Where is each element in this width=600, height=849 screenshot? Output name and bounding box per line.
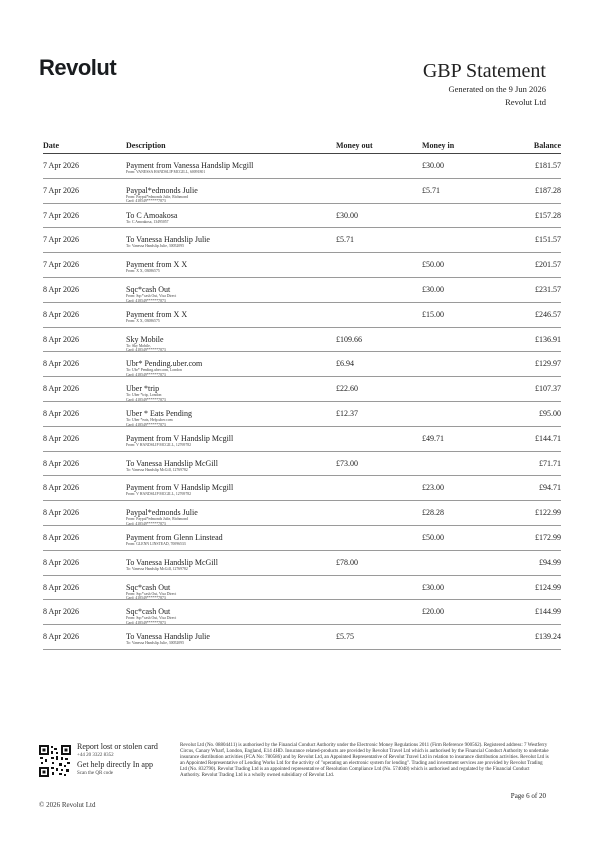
row-money-out: £5.75 [336, 632, 354, 642]
row-money-in: £5.71 [422, 185, 440, 195]
row-money-in: £20.00 [422, 607, 444, 617]
revolut-logo: Revolut [39, 55, 117, 80]
row-balance: £136.91 [535, 334, 561, 344]
row-details [126, 542, 186, 547]
row-balance: £246.57 [535, 309, 561, 319]
row-balance: £187.28 [535, 185, 561, 195]
row-detail-line: To: Uber *trip, London [126, 393, 162, 398]
row-money-in: £30.00 [422, 161, 444, 170]
table-row [43, 625, 561, 650]
row-money-out: £6.94 [336, 359, 354, 369]
row-description: Sqc*cash Out [126, 582, 171, 592]
row-balance: £181.57 [535, 161, 561, 170]
row-description: Sqc*cash Out [126, 607, 171, 617]
row-date: 8 Apr 2026 [43, 557, 79, 567]
statement-title: GBP Statement [422, 60, 546, 82]
row-description: Payment from V Handslip Mcgill [126, 483, 234, 493]
table-row [43, 377, 561, 402]
row-balance: £71.71 [539, 458, 561, 468]
row-description: Ubr* Pending.uber.com [126, 359, 203, 369]
row-balance: £201.57 [535, 260, 561, 270]
row-details [126, 269, 160, 274]
table-row [43, 154, 561, 179]
row-date: 8 Apr 2026 [43, 408, 79, 418]
row-date: 8 Apr 2026 [43, 384, 79, 394]
row-description: Uber *trip [126, 384, 160, 394]
row-card-line: Card: 418549******7873 [126, 397, 166, 402]
row-date: 8 Apr 2026 [43, 607, 79, 617]
row-money-in: £50.00 [422, 532, 444, 542]
row-card-line: Card: 418549******7873 [126, 298, 166, 303]
row-detail-line: To: Uber *eats, Help.uber.com [126, 417, 173, 422]
row-detail-line: From: V HANDSLIP MCGILL, 12769782 [126, 442, 192, 447]
row-card-line: Card: 418549******7873 [126, 521, 166, 526]
row-money-in: £50.00 [422, 260, 444, 270]
row-detail-line: To: Vanessa Handslip Julie, 30052095 [126, 244, 184, 249]
row-details [126, 616, 176, 625]
row-description: Payment from Glenn Linstead [126, 532, 223, 542]
row-description: Paypal*edmonds Julie [126, 508, 198, 518]
row-balance: £122.99 [535, 508, 561, 518]
transactions-table [43, 136, 561, 650]
row-balance: £94.71 [539, 483, 561, 493]
row-date: 8 Apr 2026 [43, 359, 79, 369]
row-date: 8 Apr 2026 [43, 458, 79, 468]
table-row [43, 328, 561, 353]
col-balance-header: Balance [533, 141, 561, 150]
row-detail-line: To: Ubr* Pending.uber.com, London [126, 368, 182, 373]
row-balance: £129.97 [535, 359, 561, 369]
row-detail-line: From: Sqc*cash Out, Visa Direct [126, 591, 177, 596]
row-details [126, 567, 188, 572]
table-row [43, 278, 561, 303]
qr-code-icon [39, 745, 71, 777]
row-details [126, 641, 184, 646]
row-balance: £144.99 [535, 607, 561, 617]
row-balance: £95.00 [539, 408, 561, 418]
col-date-header: Date [43, 141, 59, 150]
row-money-out: £78.00 [336, 557, 358, 567]
row-detail-line: From: X X, 03086575 [126, 318, 160, 323]
row-details [126, 492, 191, 497]
generated-date: Generated on the 9 Jun 2026 [448, 84, 546, 94]
row-date: 8 Apr 2026 [43, 508, 79, 518]
row-details [126, 468, 188, 473]
legal-disclaimer: Revolut Ltd (No. 08804411) is authorised by the Financial Conduct Authority under the Electronic Money Regulations 2011 (Firm Reference 900562). Registered address: 7 Westferry Circus, Canary Wharf, London, England, E14 4HD. Insurance related-products are provided by Revolut Travel Ltd which is authorised by the Financial Conduct Authority to undertake insurance distribution activities (FCA No: 780586) and by Revolut Ltd, an Appointed Representative of Revolut Travel Ltd in relation to insurance distribution activities. Revolut Ltd is an Appointed Representative of Lending Works Ltd for the activity of "operating an electronic system for lending". Trading and investment services are provided by Revolut Trading Ltd (No. 832790). Revolut Trading Ltd is an appointed representative of Resolution Compliance Ltd (No. 574048) which is authorised and regulated by the Financial Conduct Authority. Revolut Trading Ltd is a wholly owned subsidiary of Revolut Ltd. [180, 743, 549, 779]
row-date: 7 Apr 2026 [43, 185, 79, 195]
row-date: 7 Apr 2026 [43, 210, 79, 220]
row-detail-line: To: Sky Mobile, [126, 343, 151, 348]
row-details [126, 344, 166, 353]
row-money-in: £28.28 [422, 508, 444, 518]
copyright: © 2026 Revolut Ltd [39, 801, 96, 809]
row-detail-line: From: Sqc*cash Out, Visa Direct [126, 616, 177, 621]
row-money-out: £30.00 [336, 210, 358, 220]
row-description: To Vanessa Handslip Julie [126, 235, 210, 245]
row-balance: £231.57 [535, 284, 561, 294]
row-money-in: £15.00 [422, 309, 444, 319]
row-money-out: £5.71 [336, 235, 354, 245]
row-description: Uber * Eats Pending [126, 408, 192, 418]
table-row [43, 427, 561, 452]
table-row [43, 204, 561, 229]
row-money-in: £49.71 [422, 433, 444, 443]
row-money-out: £109.66 [336, 334, 362, 344]
row-details [126, 443, 191, 448]
row-description: Payment from Vanessa Handslip Mcgill [126, 161, 254, 170]
app-help-title: Get help directly In app [77, 760, 153, 769]
row-date: 8 Apr 2026 [43, 433, 79, 443]
col-money-out-header: Money out [336, 141, 373, 150]
table-row [43, 600, 561, 625]
row-details [126, 592, 176, 601]
table-row [43, 228, 561, 253]
row-detail-line: From: GLENN LINSTEAD, 70096533 [126, 541, 186, 546]
row-money-out: £73.00 [336, 458, 358, 468]
footer-help [77, 742, 158, 777]
row-balance: £151.57 [535, 235, 561, 245]
row-date: 8 Apr 2026 [43, 582, 79, 592]
row-description: To C Amoakosa [126, 210, 178, 220]
row-date: 8 Apr 2026 [43, 632, 79, 642]
row-details [126, 244, 184, 249]
row-detail-line: To: Vanessa Handslip Julie, 30052095 [126, 641, 184, 646]
row-description: Payment from V Handslip Mcgill [126, 433, 234, 443]
row-details [126, 195, 188, 204]
report-card-phone: +44 20 3322 8352 [77, 753, 114, 758]
table-body [43, 154, 561, 650]
row-details [126, 319, 160, 324]
row-detail-line: From: Paypal*edmonds Julie, Richmond [126, 517, 189, 522]
row-details [126, 294, 176, 303]
row-money-out: £22.60 [336, 384, 358, 394]
row-detail-line: From: VANESSA HANDSLIP MCGILL, 60091801 [126, 170, 206, 174]
row-money-in: £30.00 [422, 582, 444, 592]
col-description-header: Description [126, 141, 166, 150]
row-money-in: £30.00 [422, 284, 444, 294]
row-balance: £172.99 [535, 532, 561, 542]
table-header [43, 136, 561, 154]
row-details [126, 393, 166, 402]
row-card-line: Card: 418549******7873 [126, 422, 166, 427]
table-row [43, 501, 561, 526]
table-row [43, 402, 561, 427]
row-detail-line: To: C Amoakosa, 13495057 [126, 219, 169, 224]
row-date: 8 Apr 2026 [43, 483, 79, 493]
row-details [126, 368, 182, 377]
row-card-line: Card: 418549******7873 [126, 199, 166, 204]
row-balance: £124.99 [535, 582, 561, 592]
table-row [43, 303, 561, 328]
page-number: Page 6 of 20 [510, 792, 546, 800]
row-card-line: Card: 418549******7873 [126, 348, 166, 353]
row-detail-line: To: Vanessa Handslip McGill, 12769782 [126, 467, 188, 472]
row-card-line: Card: 418549******7873 [126, 372, 166, 377]
row-description: Paypal*edmonds Julie [126, 185, 198, 195]
table-row [43, 452, 561, 477]
row-detail-line: From: X X, 03086575 [126, 269, 160, 274]
row-detail-line: To: Vanessa Handslip McGill, 12769782 [126, 566, 188, 571]
company-name: Revolut Ltd [505, 97, 546, 107]
row-description: To Vanessa Handslip McGill [126, 458, 218, 468]
row-detail-line: From: Sqc*cash Out, Visa Direct [126, 293, 177, 298]
row-description: Payment from X X [126, 260, 188, 270]
row-detail-line: From: V HANDSLIP MCGILL, 12769782 [126, 492, 192, 497]
row-balance: £157.28 [535, 210, 561, 220]
row-balance: £139.24 [535, 632, 561, 642]
table-row [43, 551, 561, 576]
row-money-out: £12.37 [336, 408, 358, 418]
row-detail-line: From: Paypal*edmonds Julie, Richmond [126, 194, 189, 199]
row-date: 7 Apr 2026 [43, 260, 79, 270]
row-details [126, 418, 173, 427]
row-description: Sky Mobile [126, 334, 164, 344]
row-details [126, 170, 205, 175]
row-description: To Vanessa Handslip Julie [126, 632, 210, 642]
row-description: To Vanessa Handslip McGill [126, 557, 218, 567]
table-row [43, 576, 561, 601]
row-details [126, 517, 188, 526]
row-card-line: Card: 418549******7873 [126, 620, 166, 625]
statement-header [423, 60, 546, 108]
row-date: 7 Apr 2026 [43, 161, 79, 170]
row-date: 7 Apr 2026 [43, 235, 79, 245]
row-details [126, 220, 169, 225]
report-card-title: Report lost or stolen card [77, 742, 158, 751]
row-date: 8 Apr 2026 [43, 532, 79, 542]
table-row [43, 179, 561, 204]
row-date: 8 Apr 2026 [43, 334, 79, 344]
table-row [43, 352, 561, 377]
app-help-subtitle: Scan the QR code [77, 771, 113, 776]
row-description: Payment from X X [126, 309, 188, 319]
row-balance: £144.71 [535, 433, 561, 443]
table-row [43, 526, 561, 551]
table-row [43, 476, 561, 501]
row-card-line: Card: 418549******7873 [126, 596, 166, 601]
col-money-in-header: Money in [422, 141, 455, 150]
row-money-in: £23.00 [422, 483, 444, 493]
row-balance: £94.99 [539, 557, 561, 567]
row-date: 8 Apr 2026 [43, 309, 79, 319]
row-balance: £107.37 [535, 384, 561, 394]
row-date: 8 Apr 2026 [43, 284, 79, 294]
row-description: Sqc*cash Out [126, 284, 171, 294]
table-row [43, 253, 561, 278]
